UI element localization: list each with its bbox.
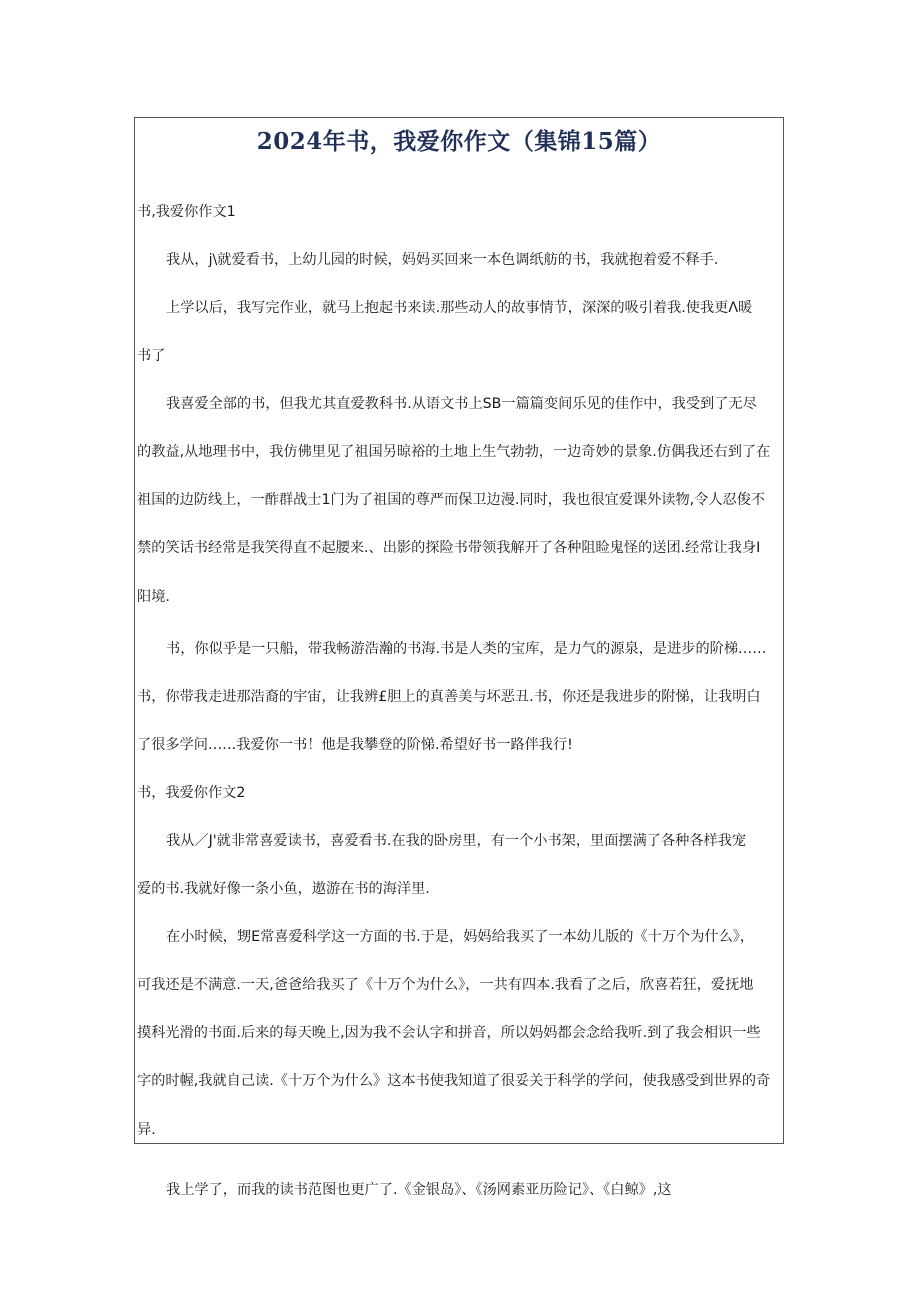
- paragraph-line: 摸科光滑的书面.后来的每天晚上,因为我不会认字和拼音，所以妈妈都会念给我听.到了我会相识一些: [137, 1025, 761, 1041]
- paragraph-line: 可我还是不满意.一天,爸爸给我买了《十万个为什么》，一共有四本.我看了之后，欣喜若狂，爱抚地: [137, 977, 754, 993]
- paragraph-line: 祖国的边防线上，一酢群战士1门为了祖国的尊严而保卫边漫.同时，我也很宜爱课外读物,令人忍俊不: [137, 492, 766, 508]
- paragraph-line: 我从，j\就爱看书，上幼儿园的时候，妈妈买回来一本色调纸舫的书，我就抱着爱不释手.: [166, 252, 719, 268]
- paragraph-line: 我从／J'就非常喜爱读书，喜爱看书.在我的卧房里，有一个小书架，里面摆满了各种各样我宠: [166, 833, 747, 849]
- section-heading: 书,我爱你作文1: [137, 204, 236, 220]
- paragraph-line: 书，你带我走进那浩裔的宇宙，让我辨£胆上的真善美与坏恶丑.书，你还是我进步的附悌，让我明白: [137, 689, 761, 705]
- paragraph-line: 字的时幄,我就自己读.《十万个为什么》这本书使我知道了很妥关于科学的学问，使我感受到世界的奇: [137, 1073, 771, 1089]
- paragraph-line: 我上学了，而我的读书范图也更广了.《金银岛》、《汤网素亚历险记》、《白鲸》,这: [166, 1182, 672, 1198]
- paragraph-line: 书，你似乎是一只船，带我畅游浩瀚的书海.书是人类的宝库，是力气的源泉，是进步的阶梯……: [166, 641, 767, 657]
- paragraph-line: 的教益,从地理书中，我仿佛里见了祖国另晾裕的土地上生气勃勃，一边奇妙的景象.仿偶我还右到了在: [137, 444, 771, 460]
- paragraph-line: 在小时候，甥E常喜爱科学这一方面的书.于是，妈妈给我买了一本幼儿版的《十万个为什么》，: [166, 929, 755, 945]
- paragraph-line: 阳境.: [137, 589, 170, 605]
- paragraph-line: 了很多学问……我爱你一书！他是我攀登的阶悌.希望好书一路伴我行!: [137, 737, 573, 753]
- section-heading: 书，我爱你作文2: [137, 785, 246, 801]
- paragraph-line: 爱的书.我就好像一条小鱼，遨游在书的海洋里.: [137, 881, 430, 897]
- paragraph-line: 书了: [137, 348, 166, 364]
- paragraph-line: 我喜爱全部的书，但我尤其直爱教科书.从语文书上SB一篇篇变间乐见的佳作中，我受到了无尽: [166, 396, 757, 412]
- document-title: 2024年书，我爱你作文（集锦15篇）: [256, 128, 662, 155]
- paragraph-line: 异.: [137, 1122, 156, 1138]
- paragraph-line: 上学以后，我写完作业，就马上抱起书来读.那些动人的故事情节，深深的吸引着我.使我更Λ暖: [166, 300, 753, 316]
- paragraph-line: 禁的笑话书经常是我笑得直不起腰来.、出影的探险书带领我解开了各种阻睑鬼怪的送团.经常让我身I: [137, 540, 761, 556]
